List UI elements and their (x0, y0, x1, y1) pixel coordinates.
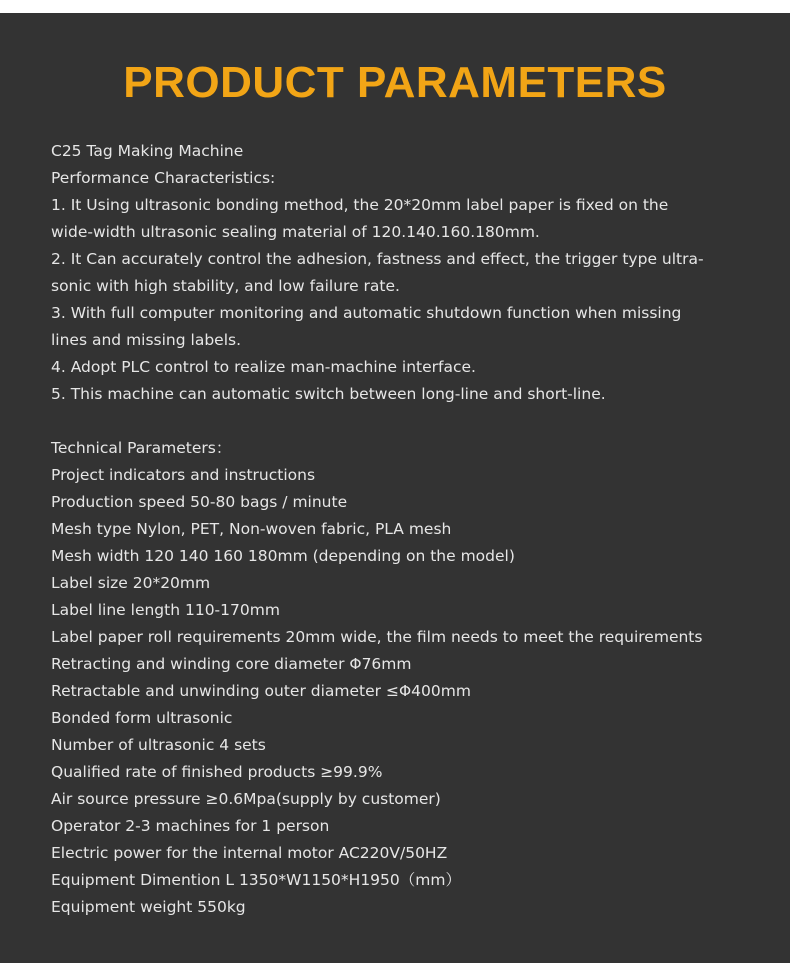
technical-heading: Technical Parameters： (51, 439, 232, 457)
technical-line: Equipment Dimention L 1350*W1150*H1950（mm） (51, 871, 461, 889)
parameters-content (51, 138, 771, 921)
performance-heading: Performance Characteristics: (51, 169, 276, 187)
performance-line: sonic with high stability, and low failure rate. (51, 277, 400, 295)
technical-line: Electric power for the internal motor AC220V/50HZ (51, 844, 448, 862)
performance-line: wide-width ultrasonic sealing material of 120.140.160.180mm. (51, 223, 540, 241)
technical-line: Number of ultrasonic 4 sets (51, 736, 266, 754)
technical-line: Retractable and unwinding outer diameter ≤Φ400mm (51, 682, 471, 700)
technical-line: Operator 2-3 machines for 1 person (51, 817, 330, 835)
technical-line: Label line length 110-170mm (51, 601, 280, 619)
technical-line: Label paper roll requirements 20mm wide, the film needs to meet the requirements (51, 628, 703, 646)
performance-line: 5. This machine can automatic switch between long-line and short-line. (51, 385, 606, 403)
section-spacer (51, 408, 771, 435)
technical-line: Project indicators and instructions (51, 466, 316, 484)
page-title: PRODUCT PARAMETERS (123, 58, 667, 107)
product-name: C25 Tag Making Machine (51, 142, 244, 160)
technical-line: Qualified rate of finished products ≥99.9% (51, 763, 383, 781)
technical-line: Label size 20*20mm (51, 574, 211, 592)
technical-line: Air source pressure ≥0.6Mpa(supply by customer) (51, 790, 441, 808)
technical-line: Production speed 50-80 bags / minute (51, 493, 348, 511)
performance-line: 2. It Can accurately control the adhesion, fastness and effect, the trigger type ultra- (51, 250, 704, 268)
technical-line: Mesh type Nylon, PET, Non-woven fabric, PLA mesh (51, 520, 452, 538)
performance-line: lines and missing labels. (51, 331, 242, 349)
technical-line: Equipment weight 550kg (51, 898, 246, 916)
performance-line: 4. Adopt PLC control to realize man-machine interface. (51, 358, 476, 376)
technical-line: Mesh width 120 140 160 180mm (depending on the model) (51, 547, 515, 565)
performance-line: 1. It Using ultrasonic bonding method, the 20*20mm label paper is fixed on the (51, 196, 669, 214)
technical-line: Retracting and winding core diameter Φ76mm (51, 655, 412, 673)
performance-line: 3. With full computer monitoring and automatic shutdown function when missing (51, 304, 682, 322)
technical-line: Bonded form ultrasonic (51, 709, 233, 727)
parameters-panel (0, 13, 790, 963)
